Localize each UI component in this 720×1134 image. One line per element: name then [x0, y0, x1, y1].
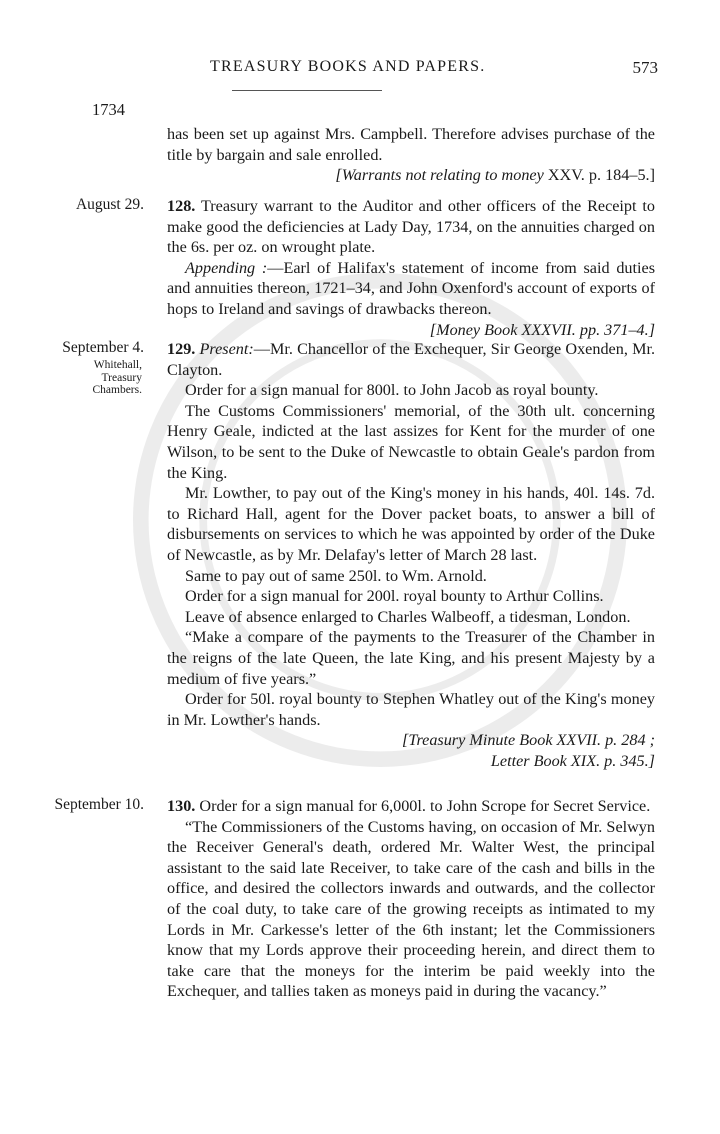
- entry-paragraph: Same to pay out of same 250l. to Wm. Arnold.: [185, 566, 487, 585]
- entry-number: 128.: [167, 197, 196, 215]
- entry-body: Order for a sign manual for 6,000l. to John Scrope for Secret Service.: [199, 797, 651, 815]
- present-label: Present:: [199, 340, 254, 358]
- year-marker: 1734: [92, 100, 125, 119]
- entry-paragraph: Order for a sign manual for 800l. to John Jacob as royal bounty.: [185, 381, 599, 400]
- citation-source: Warrants not relating to money: [341, 166, 544, 185]
- entry-paragraph: The Customs Commissioners' memorial, of the 30th ult. concerning Henry Geale, indicted at the last assizes for Kent for the murder of one Wilson, to be sent to the Duke of Newcastle to obtain Geale's pardon from the King.: [167, 401, 655, 482]
- entry-date: September 10.: [54, 796, 144, 813]
- entry-quote: “The Commissioners of the Customs having, on occasion of Mr. Selwyn the Receiver General's death, ordered Mr. Walter West, the principal assistant to the said late Receiver, to take care of the cash and bills in the office, and desired the collectors inwards and outwards, and the collector of the coal duty, to take care of the growing receipts as intimated to my Lords in Mr. Carkesse's letter of the 6th instant; let the Commissioners know that my Lords approve their proceeding herein, and direct them to take care that the moneys for the interim be paid weekly into the Exchequer, and tallies taken as moneys paid in during the vacancy.”: [167, 817, 655, 1001]
- entry-paragraph: Order for a sign manual for 200l. royal bounty to Arthur Collins.: [185, 587, 604, 606]
- entry-citation: [Money Book XXXVII. pp. 371–4.]: [429, 320, 655, 339]
- entry-paragraph: Mr. Lowther, to pay out of the King's money in his hands, 40l. 14s. 7d. to Richard Hall, agent for the Dover packet boats, to answer a bill of disbursements on services to which he was appointed by order of the Duke of Newcastle, as by Mr. Delafay's letter of March 28 last.: [167, 484, 655, 564]
- continuation-citation: [Warrants not relating to money XXV. p. 184–5.]: [335, 166, 655, 185]
- appending-text: —Earl of Halifax's statement of income from said duties and annuities thereon, 1721–34, and John Oxenford's account of exports of hops to Ireland and savings of drawbacks thereon.: [167, 258, 655, 318]
- entry-date: August 29.: [75, 196, 144, 213]
- appending-paragraph: [167, 258, 655, 320]
- entry-citation-1: [Treasury Minute Book XXVII. p. 284 ;: [402, 731, 655, 750]
- entry-number: 129.: [167, 340, 196, 358]
- entry-date: September 4.: [62, 339, 144, 356]
- citation-ref: XXV. p. 184–5.]: [547, 166, 655, 185]
- appending-label: Appending :: [185, 258, 268, 277]
- running-head: [0, 58, 720, 82]
- entry-text: [167, 796, 655, 817]
- header-rule: [232, 90, 382, 91]
- entry-citation-2: Letter Book XIX. p. 345.]: [490, 751, 655, 770]
- entry-body: Treasury warrant to the Auditor and other officers of the Receipt to make good the deficiencies at Lady Day, 1734, on the annuities charged on the 6s. per oz. on wrought plate.: [167, 197, 656, 257]
- entry-paragraph: “Make a compare of the payments to the Treasurer of the Chamber in the reigns of the late Queen, the late King, and his present Majesty by a medium of five years.”: [167, 628, 655, 688]
- running-title: TREASURY BOOKS AND PAPERS.: [210, 58, 486, 75]
- entry-number: 130.: [167, 797, 196, 815]
- entry-paragraph: Leave of absence enlarged to Charles Walbeoff, a tidesman, London.: [185, 607, 631, 626]
- page-number: 573: [632, 58, 658, 77]
- present-text: —Mr. Chancellor of the Exchequer, Sir George Oxenden, Mr. Clayton.: [167, 340, 655, 379]
- present-line: [167, 339, 655, 380]
- entry-paragraph: Order for 50l. royal bounty to Stephen Whatley out of the King's money in Mr. Lowther's hands.: [167, 690, 655, 729]
- continuation-text: has been set up against Mrs. Campbell. Therefore advises purchase of the title by bargain and sale enrolled.: [167, 125, 655, 164]
- entry-text: [167, 196, 655, 258]
- entry-place: Whitehall, Treasury Chambers.: [92, 359, 142, 396]
